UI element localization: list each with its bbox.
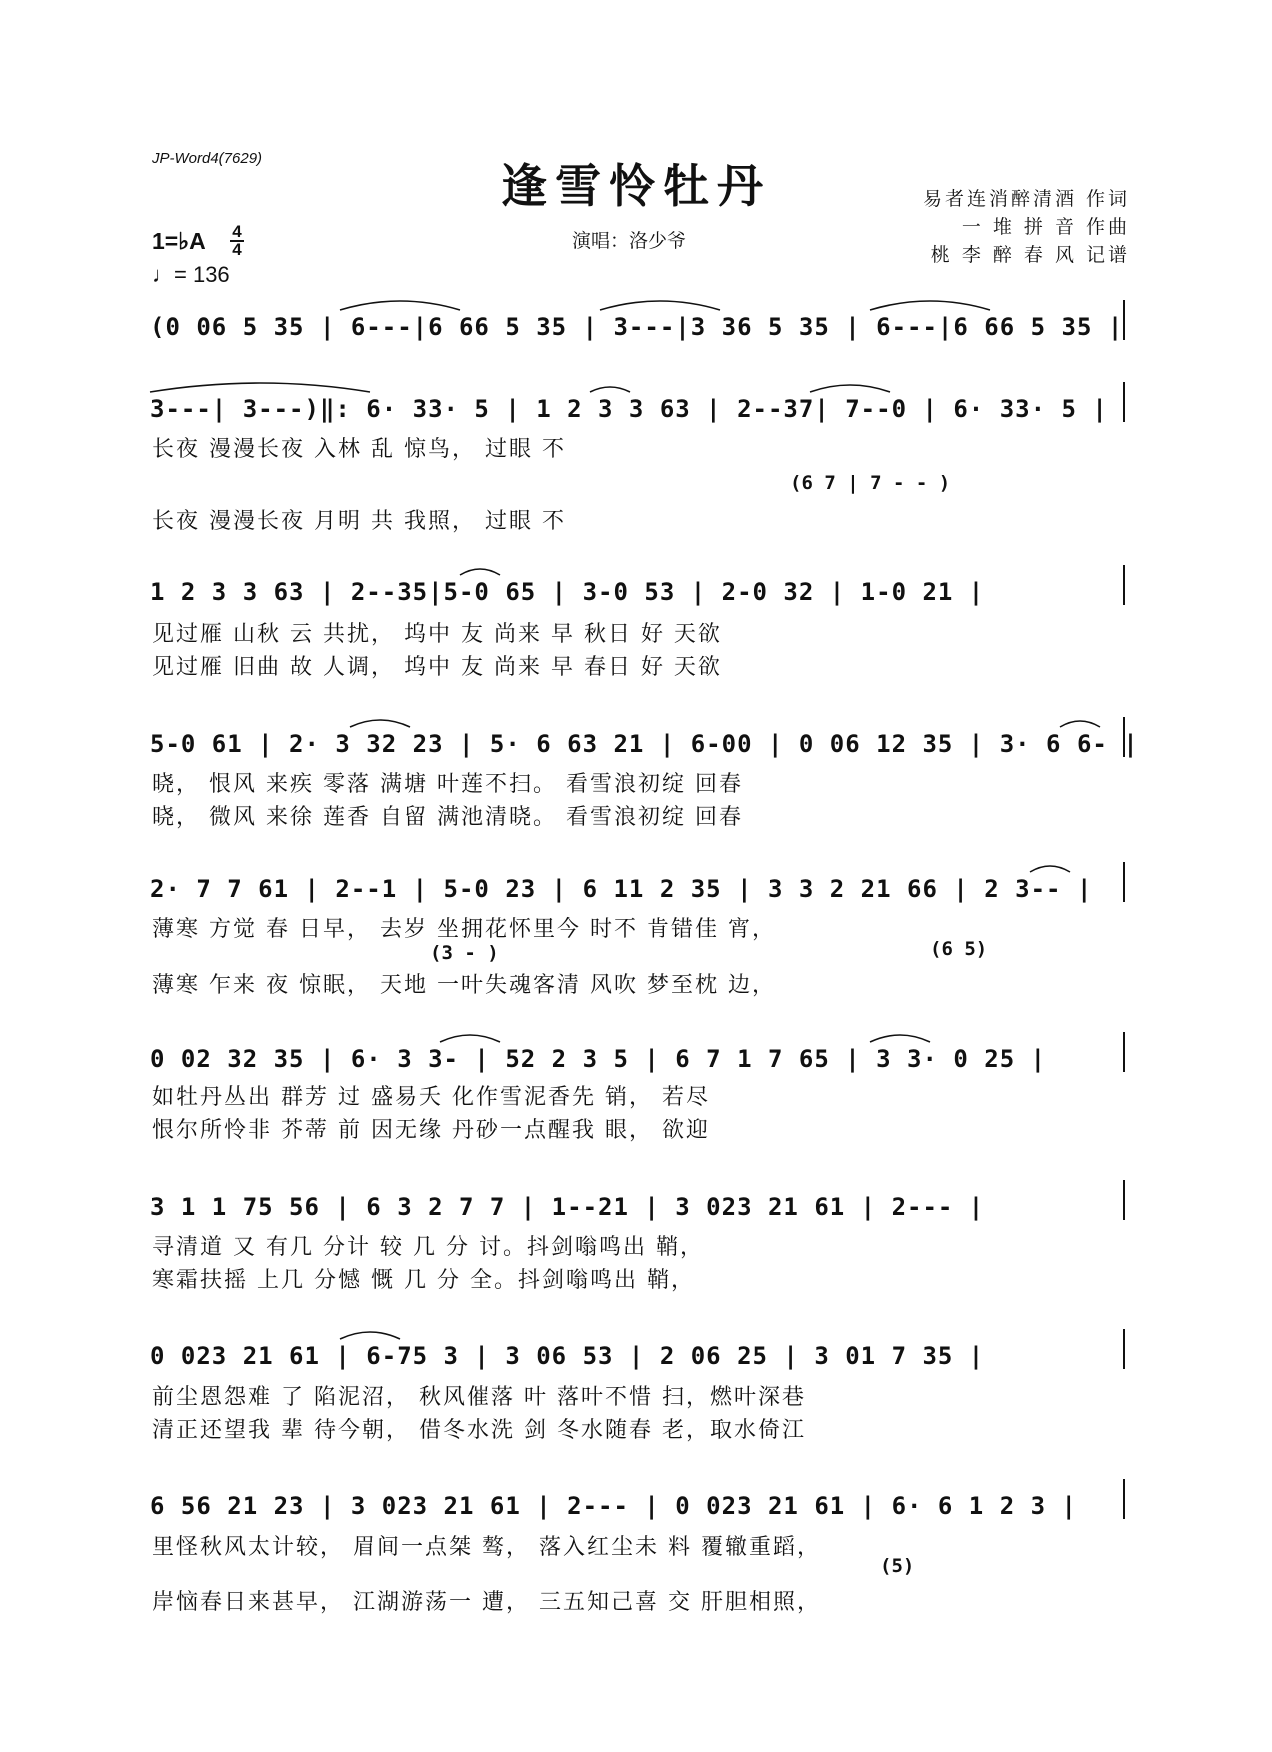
system-7-notes: 3 1 1 75 56 | 6 3 2 7 7 | 1--21 | 3 023 21 61 | 2--- |: [150, 1193, 985, 1221]
slur-10: [1030, 866, 1070, 872]
song-title: 逢雪怜牡丹: [501, 159, 771, 213]
system-5-alternate-2: (6 5): [930, 938, 988, 960]
slur-6: [810, 385, 890, 392]
slur-9: [1060, 721, 1100, 727]
system-4-lyric-2: 晓， 微风 来徐 莲香 自留 满池清晓。 看雪浪初绽 回春: [152, 805, 743, 830]
system-2-notes: 3---| 3---)‖: 6· 33· 5 | 1 2 3 3 63 | 2--37| 7--0 | 6· 33· 5 |: [150, 395, 1108, 423]
system-4-lyric-1: 晓， 恨风 来疾 零落 满塘 叶莲不扫。 看雪浪初绽 回春: [152, 772, 743, 797]
lyricist-credit: 易者连消醉清酒 作词: [922, 188, 1130, 210]
slur-2: [600, 301, 720, 310]
slur-13: [340, 1332, 400, 1339]
software-label: JP-Word4(7629): [152, 150, 263, 167]
slur-7: [460, 569, 500, 575]
system-5-notes: 2· 7 7 61 | 2--1 | 5-0 23 | 6 11 2 35 | 3 3 2 21 66 | 2 3-- |: [150, 875, 1093, 903]
slur-11: [440, 1035, 500, 1042]
system-2-lyric-2: 长夜 漫漫长夜 月明 共 我照， 过眼 不: [152, 509, 566, 534]
slur-4: [150, 383, 370, 392]
slur-8: [350, 720, 410, 727]
system-6-lyric-2: 恨尔所怜非 芥蒂 前 因无缘 丹砂一点醒我 眼， 欲迎: [152, 1118, 710, 1143]
system-5-lyric-2: 薄寒 乍来 夜 惊眠， 天地 一叶失魂客清 风吹 梦至枕 边，: [152, 973, 776, 998]
system-6-lyric-1: 如牡丹丛出 群芳 过 盛易夭 化作雪泥香先 销， 若尽: [152, 1085, 710, 1110]
system-3-lyric-1: 见过雁 山秋 云 共扰， 坞中 友 尚来 早 秋日 好 天欲: [152, 622, 722, 647]
composer-credit: 一 堆 拼 音 作曲: [961, 216, 1130, 238]
transcriber-credit: 桃 李 醉 春 风 记谱: [930, 244, 1130, 266]
slur-1: [340, 301, 460, 310]
slur-5: [590, 387, 630, 392]
system-6-notes: 0 02 32 35 | 6· 3 3- | 52 2 3 5 | 6 7 1 7 65 | 3 3· 0 25 |: [150, 1045, 1047, 1073]
system-7-lyric-2: 寒霜扶摇 上几 分憾 慨 几 分 全。抖剑嗡鸣出 鞘，: [152, 1268, 695, 1293]
system-7-lyric-1: 寻清道 又 有几 分计 较 几 分 讨。抖剑嗡鸣出 鞘，: [152, 1235, 704, 1260]
system-9-lyric-1: 里怪秋风太计较， 眉间一点桀 骜， 落入红尘未 料 覆辙重蹈，: [152, 1535, 821, 1560]
system-8-lyric-2: 清正还望我 辈 待今朝， 借冬水洗 剑 冬水随春 老，取水倚江: [152, 1418, 806, 1443]
key-signature: 1=♭A: [152, 228, 206, 254]
system-8-lyric-1: 前尘恩怨难 了 陷泥沼， 秋风催落 叶 落叶不惜 扫，燃叶深巷: [152, 1385, 806, 1410]
system-9-lyric-2: 岸恼春日来甚早， 江湖游荡一 遭， 三五知己喜 交 肝胆相照，: [152, 1590, 821, 1615]
system-2-lyric-1: 长夜 漫漫长夜 入林 乱 惊鸟， 过眼 不: [152, 437, 566, 462]
slur-3: [870, 301, 990, 310]
system-5-lyric-1: 薄寒 方觉 春 日早， 去岁 坐拥花怀里今 时不 肯错佳 宵，: [152, 917, 776, 942]
time-signature-bottom: 4: [232, 240, 242, 259]
system-3-notes: 1 2 3 3 63 | 2--35|5-0 65 | 3-0 53 | 2-0 32 | 1-0 21 |: [150, 578, 985, 606]
system-1-notes: (0 06 5 35 | 6---|6 66 5 35 | 3---|3 36 5 35 | 6---|6 66 5 35 |: [150, 313, 1124, 341]
system-9-notes: 6 56 21 23 | 3 023 21 61 | 2--- | 0 023 21 61 | 6· 6 1 2 3 |: [150, 1492, 1077, 1520]
tempo-marking: ♩= 136: [152, 262, 230, 287]
singer: 演唱：洛少爷: [572, 230, 687, 252]
slur-12: [870, 1035, 930, 1042]
time-signature-top: 4: [232, 222, 242, 241]
system-2-alternate: (6 7 | 7 - - ): [790, 472, 951, 494]
system-4-notes: 5-0 61 | 2· 3 32 23 | 5· 6 63 21 | 6-00 | 0 06 12 35 | 3· 6 6- |: [150, 730, 1139, 758]
system-3-lyric-2: 见过雁 旧曲 故 人调， 坞中 友 尚来 早 春日 好 天欲: [152, 655, 722, 680]
system-8-notes: 0 023 21 61 | 6-75 3 | 3 06 53 | 2 06 25 | 3 01 7 35 |: [150, 1342, 985, 1370]
system-9-alternate: (5): [880, 1555, 915, 1577]
system-5-alternate-1: (3 - ): [430, 942, 499, 964]
